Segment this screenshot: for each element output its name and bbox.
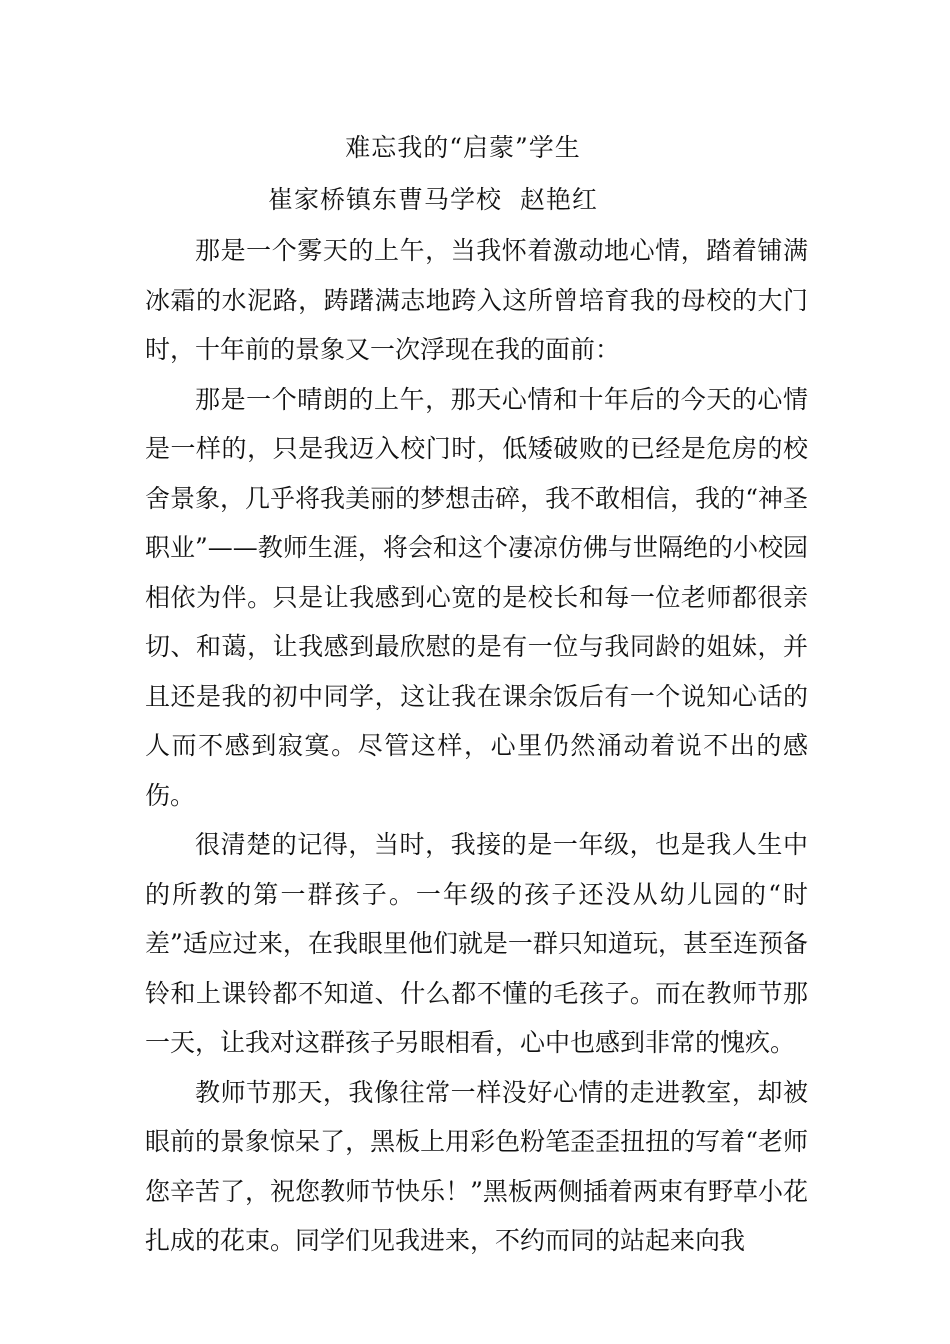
paragraph-3: 很清楚的记得，当时，我接的是一年级，也是我人生中的所教的第一群孩子。一年级的孩子还没从幼儿园的“时差”适应过来，在我眼里他们就是一群只知道玩，甚至连预备铃和上课铃都不知道、什么都不懂的毛孩子。而在教师节那一天，让我对这群孩子另眼相看，心中也感到非常的愧疚。: [145, 830, 808, 1057]
paragraph-1: 那是一个雾天的上午，当我怀着激动地心情，踏着铺满冰霜的水泥路，踌躇满志地跨入这所曾培育我的母校的大门时，十年前的景象又一次浮现在我的面前：: [145, 236, 808, 364]
document-author: 崔家桥镇东曹马学校 赵艳红: [268, 185, 598, 214]
paragraph-4: 教师节那天，我像往常一样没好心情的走进教室，却被眼前的景象惊呆了，黑板上用彩色粉笔歪歪扭扭的写着“老师您辛苦了，祝您教师节快乐！”黑板两侧插着两束有野草小花扎成的花束。同学们见我进来，不约而同的站起来向我: [145, 1077, 808, 1255]
document-body: [145, 226, 808, 1266]
document-title: 难忘我的“启蒙”学生: [345, 133, 581, 162]
paragraph-2: 那是一个晴朗的上午，那天心情和十年后的今天的心情是一样的，只是我迈入校门时，低矮破败的已经是危房的校舍景象，几乎将我美丽的梦想击碎，我不敢相信，我的“神圣职业”——教师生涯，将会和这个凄凉仿佛与世隔绝的小校园相依为伴。只是让我感到心宽的是校长和每一位老师都很亲切、和蔼，让我感到最欣慰的是有一位与我同龄的姐妹，并且还是我的初中同学，这让我在课余饭后有一个说知心话的人而不感到寂寞。尽管这样，心里仍然涌动着说不出的感伤。: [145, 384, 808, 810]
